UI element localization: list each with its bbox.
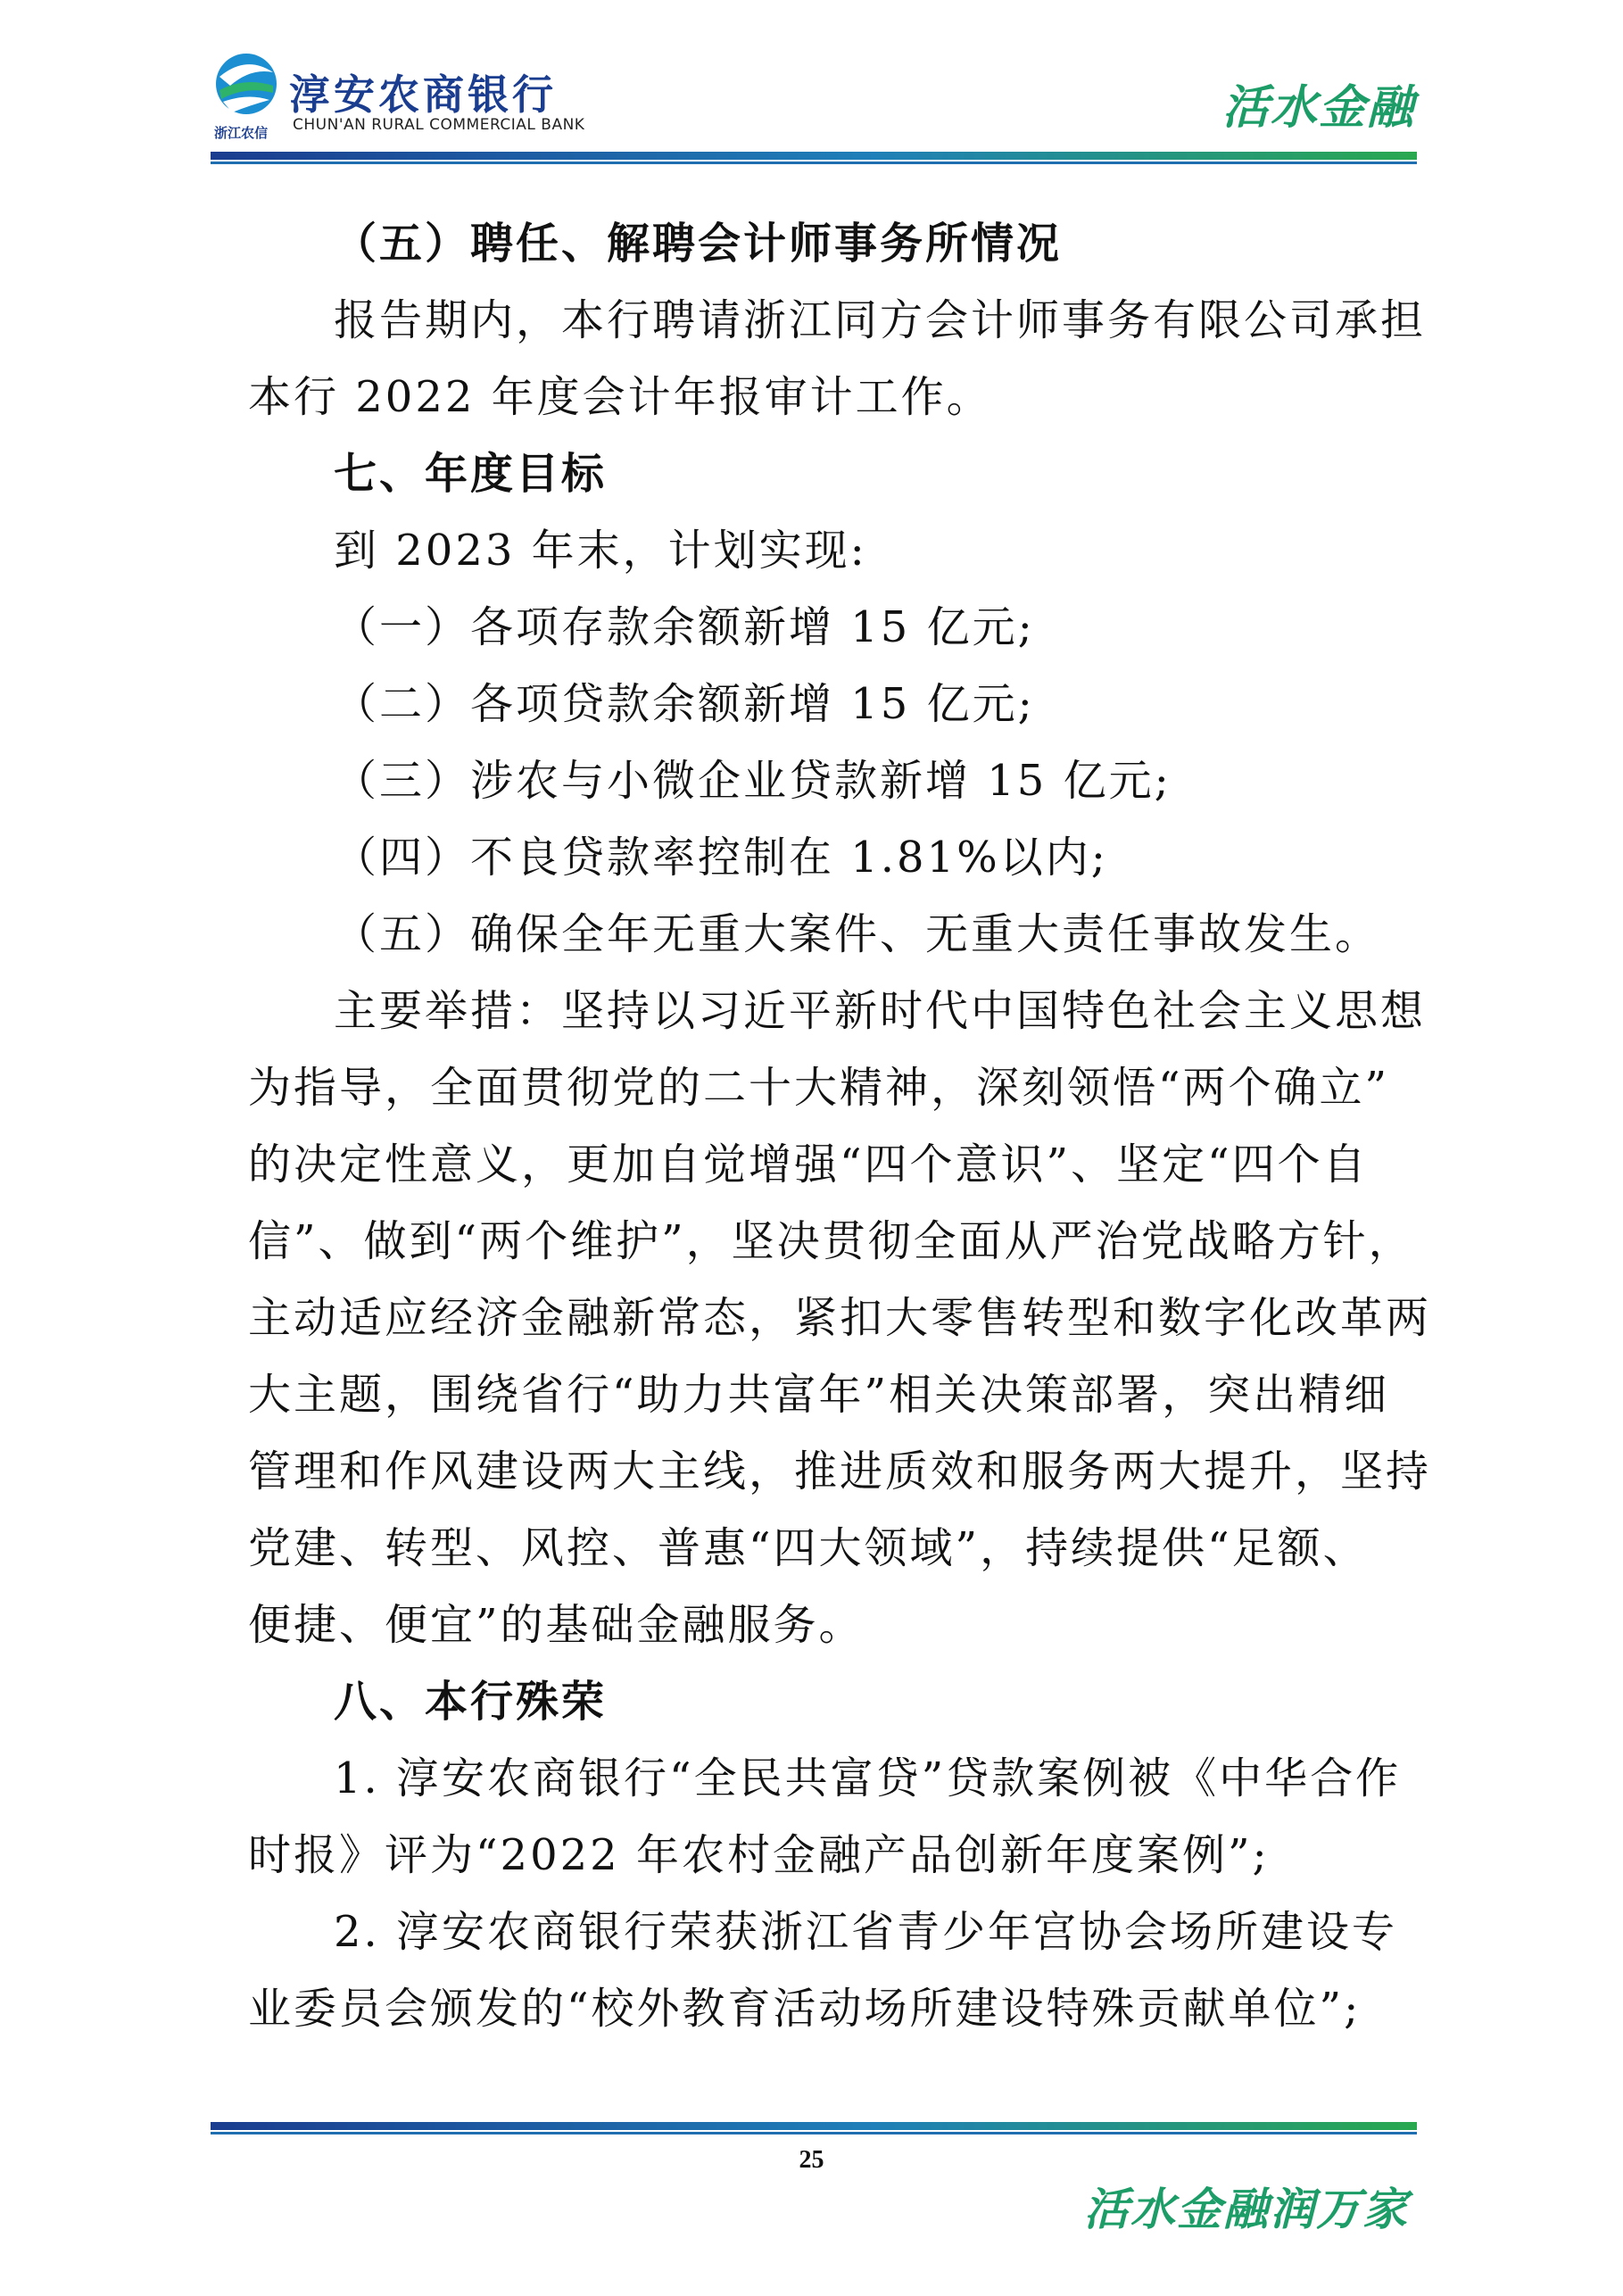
- paragraph-line: 管理和作风建设两大主线，推进质效和服务两大提升，坚持: [248, 1446, 1432, 1496]
- bank-name-cn: 淳安农商银行: [289, 70, 557, 119]
- paragraph-line: 1. 淳安农商银行“全民共富贷”贷款案例被《中华合作: [334, 1753, 1402, 1803]
- list-item: （四）不良贷款率控制在 1.81%以内;: [334, 833, 1108, 883]
- paragraph-line: 主动适应经济金融新常态，紧扣大零售转型和数字化改革两: [248, 1293, 1432, 1343]
- list-item: （一）各项存款余额新增 15 亿元;: [334, 602, 1035, 652]
- paragraph-line: 报告期内，本行聘请浙江同方会计师事务有限公司承担: [334, 295, 1427, 345]
- header-slogan: 活水金融: [1221, 80, 1415, 135]
- page-header: [211, 43, 1415, 168]
- paragraph-line: 到 2023 年末，计划实现:: [334, 526, 867, 576]
- paragraph-line: 信”、做到“两个维护”，坚决贯彻全面从严治党战略方针，: [248, 1216, 1414, 1266]
- logo-caption: 浙江农信: [214, 125, 269, 141]
- list-item: （三）涉农与小微企业贷款新增 15 亿元;: [334, 756, 1172, 806]
- paragraph-line: 2. 淳安农商银行荣获浙江省青少年宫协会场所建设专: [334, 1907, 1398, 1957]
- document-body: [248, 205, 1432, 2047]
- bank-name-en: CHUN'AN RURAL COMMERCIAL BANK: [293, 116, 585, 134]
- section-heading: 八、本行殊荣: [334, 1677, 608, 1727]
- paragraph-line: 党建、转型、风控、普惠“四大领域”，持续提供“足额、: [248, 1523, 1369, 1573]
- paragraph-line: 本行 2022 年度会计年报审计工作。: [248, 372, 992, 422]
- section-heading: 七、年度目标: [334, 449, 608, 499]
- bank-logo-icon: [211, 50, 282, 132]
- paragraph-line: 主要举措：坚持以习近平新时代中国特色社会主义思想: [334, 986, 1427, 1036]
- paragraph-line: 便捷、便宜”的基础金融服务。: [248, 1600, 865, 1650]
- list-item: （五）确保全年无重大案件、无重大责任事故发生。: [334, 909, 1381, 959]
- header-divider: [211, 152, 1417, 166]
- page-number: 25: [799, 2146, 824, 2174]
- paragraph-line: 为指导，全面贯彻党的二十大精神，深刻领悟“两个确立”: [248, 1063, 1390, 1113]
- paragraph-line: 时报》评为“2022 年农村金融产品创新年度案例”;: [248, 1830, 1270, 1880]
- paragraph-line: 业委员会颁发的“校外教育活动场所建设特殊贡献单位”;: [248, 1984, 1362, 2034]
- footer-slogan: 活水金融润万家: [1084, 2183, 1409, 2235]
- paragraph-line: 的决定性意义，更加自觉增强“四个意识”、坚定“四个自: [248, 1140, 1369, 1189]
- paragraph-line: 大主题，围绕省行“助力共富年”相关决策部署，突出精细: [248, 1370, 1390, 1420]
- section-heading: （五）聘任、解聘会计师事务所情况: [334, 219, 1063, 269]
- list-item: （二）各项贷款余额新增 15 亿元;: [334, 679, 1035, 729]
- footer-divider: [211, 2122, 1417, 2136]
